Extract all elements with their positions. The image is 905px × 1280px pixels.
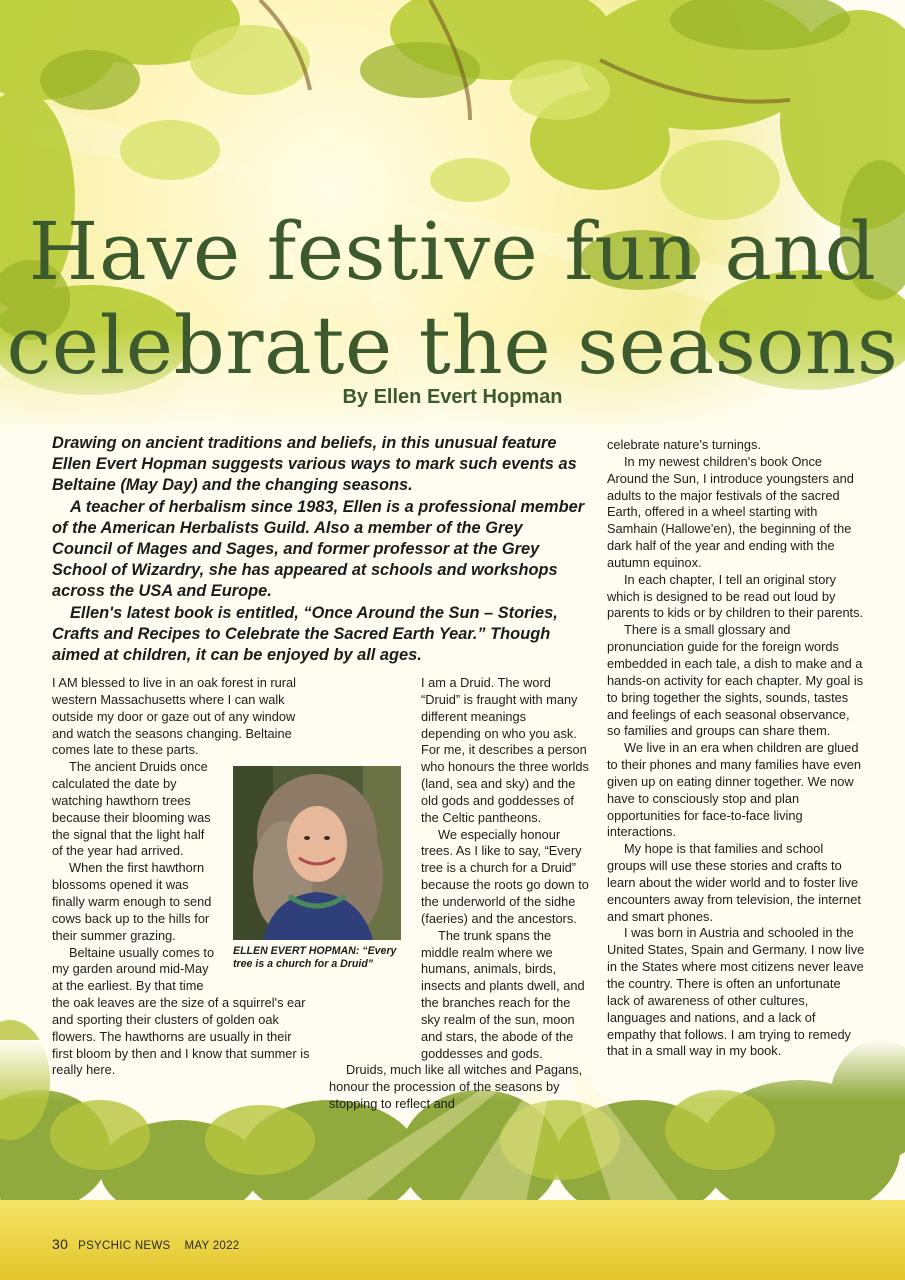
body-paragraph: We live in an era when children are glued to their phones and many families have even given up on eating dinner together. We now have to consciously stop and plan opportunities for face-to-face living interactions. xyxy=(607,740,861,840)
body-paragraph: celebrate nature's turnings. xyxy=(607,437,761,452)
body-paragraph: I am a Druid. The word “Druid” is fraught with many different meanings depending on who you ask. For me, it describes a person who honours the three worlds (land, sea and sky) and the old gods and goddesses of the Celtic pantheons. xyxy=(421,675,589,825)
column-3 xyxy=(607,437,865,1060)
byline: By Ellen Evert Hopman xyxy=(342,386,563,408)
body-paragraph: Druids, much like all witches and Pagans, honour the procession of the seasons by stopping to reflect and xyxy=(329,1062,583,1112)
body-paragraph: My hope is that families and school groups will use these stories and crafts to learn about the wider world and to foster live encounters away from television, the internet and smart phones. xyxy=(607,841,861,924)
publication-name: PSYCHIC NEWS xyxy=(78,1240,171,1252)
body-paragraph: In each chapter, I tell an original story which is designed to be read out loud by parents to kids or by children to their parents. xyxy=(607,571,864,621)
body-paragraph: The ancient Druids once calculated the date by watching hawthorn trees because their blooming was the signal that the light half of the year had arrived. xyxy=(52,759,211,859)
body-paragraph: We especially honour trees. As I like to say, “Every tree is a church for a Druid” because the roots go down to the underworld of the sidhe (faeries) and the ancestors. xyxy=(421,826,589,926)
headline: Have festive fun and celebrate the seasons xyxy=(6,205,899,392)
intro-paragraph: Drawing on ancient traditions and beliefs, in this unusual feature Ellen Evert Hopman suggests various ways to mark such events as Beltaine (May Day) and the changing seasons. xyxy=(52,434,577,495)
author-photo xyxy=(233,766,401,940)
page-footer xyxy=(52,1236,240,1252)
body-paragraph: In my newest children's book Once Around the Sun, I introduce youngsters and adults to the major festivals of the sacred Earth, offered in a wheel starting with Samhain (Hallowe'en), the beginning of the dark half of the year and ending with the autumn equinox. xyxy=(607,453,854,570)
page-number: 30 xyxy=(52,1236,69,1252)
body-paragraph: Beltaine usually comes to my garden around mid-May at the earliest. By that time the oak leaves are the size of a squirrel's ear and sporting their clusters of golden oak flowers. The hawthorns are usually in their first bloom by then and I know that summer is really here. xyxy=(52,944,310,1078)
intro-paragraph: Ellen's latest book is entitled, “Once Around the Sun – Stories, Crafts and Recipes to Celebrate the Sacred Earth Year.” Though aimed at children, it can be enjoyed by all ages. xyxy=(52,603,558,665)
body-paragraph: I AM blessed to live in an oak forest in rural western Massachusetts where I can walk outside my door or gaze out of any window and watch the seasons changing. Beltaine comes late to these parts. xyxy=(52,675,296,758)
intro-standfirst xyxy=(52,433,587,666)
intro-paragraph: A teacher of herbalism since 1983, Ellen is a professional member of the American Herbalists Guild. Also a member of the Grey Council of Mages and Sages, and former professor at the Grey School of Wizardry, she has appeared at schools and workshops across the USA and Europe. xyxy=(52,497,585,601)
body-paragraph: When the first hawthorn blossoms opened it was finally warm enough to send cows back up to the hills for their summer grazing. xyxy=(52,860,212,943)
body-paragraph: The trunk spans the middle realm where we humans, animals, birds, insects and plants dwell, and the branches reach for the sky realm of the sun, moon and stars, the abode of the goddesses and gods. xyxy=(421,927,585,1061)
body-paragraph: There is a small glossary and pronunciation guide for the foreign words embedded in each tale, a dish to make and a hands-on activity for each chapter. My goal is to bring together the sights, sounds, tastes and feelings of each seasonal observance, so families and groups can share them. xyxy=(607,622,864,739)
issue-date: MAY 2022 xyxy=(184,1240,240,1252)
body-paragraph: I was born in Austria and schooled in the United States, Spain and Germany. I now live in the States where most citizens never leave the country. There is often an unfortunate lack of awareness of other cultures, languages and nations, and a lack of empathy that follows. I am trying to remedy that in a small way in my book. xyxy=(607,925,865,1059)
photo-caption: ELLEN EVERT HOPMAN: “Every tree is a church for a Druid” xyxy=(233,945,397,970)
